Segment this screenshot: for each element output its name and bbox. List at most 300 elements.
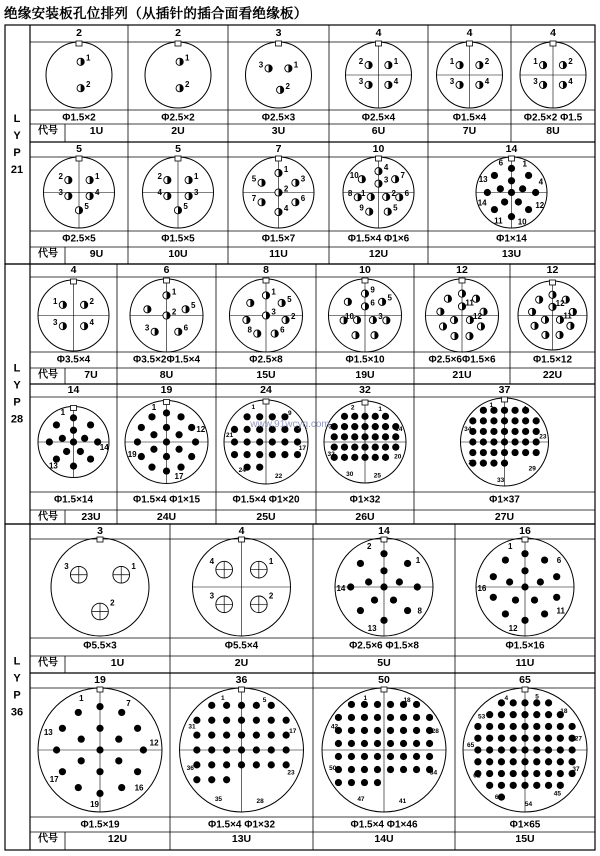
code-value: 12U (368, 248, 389, 260)
pin-hole-icon (557, 782, 564, 789)
pin-hole-icon (413, 740, 420, 747)
pin-number: 6 (183, 323, 189, 333)
series-section (5, 524, 595, 850)
pin-number: 4 (522, 405, 527, 413)
pin-hole-icon (134, 438, 141, 445)
pin-number: 13 (43, 728, 53, 738)
hole-spec: Φ2.5×6 Φ1.5×8 (349, 640, 419, 652)
pin-count: 10 (359, 264, 371, 276)
pin-hole-icon (365, 578, 372, 585)
pin-hole-icon (533, 723, 540, 730)
pin-hole-icon (177, 413, 184, 420)
pin-hole-icon (521, 550, 528, 557)
pin-hole-icon (331, 433, 338, 440)
insulator-face (230, 278, 303, 352)
pin-number: 28 (256, 797, 264, 805)
pin-count: 12 (456, 264, 468, 276)
pin-hole-icon (351, 423, 358, 430)
pin-hole-icon (382, 454, 389, 461)
keyway-icon (467, 41, 473, 46)
pin-number: 5 (84, 202, 89, 212)
code-value: 8U (546, 125, 560, 137)
pin-hole-icon (361, 433, 368, 440)
insulator-face (44, 156, 115, 228)
pin-number: 3 (53, 318, 58, 328)
keyway-icon (239, 537, 245, 542)
pin-hole-icon (510, 699, 517, 706)
pin-hole-icon (508, 213, 515, 220)
pin-number: 1 (79, 694, 84, 704)
series-section (5, 264, 595, 524)
layout-row (30, 142, 595, 264)
pin-number: 34 (464, 426, 472, 434)
hole-spec: Φ1.5×7 (261, 233, 296, 245)
keyway-icon (97, 537, 103, 542)
pin-hole-icon (521, 699, 528, 706)
pin-hole-icon (533, 417, 540, 424)
pin-hole-icon (498, 723, 505, 730)
pin-hole-icon (498, 758, 505, 765)
pin-hole-icon (238, 746, 245, 753)
pin-number: 2 (157, 171, 162, 181)
pin-hole-icon (533, 699, 540, 706)
pin-hole-icon (268, 702, 275, 709)
pin-hole-icon (400, 753, 407, 760)
pin-hole-icon (515, 198, 522, 205)
hole-spec: Φ1.5×5 (161, 233, 195, 245)
pin-count: 8 (263, 264, 269, 276)
pin-hole-icon (348, 740, 355, 747)
pin-hole-icon (223, 702, 230, 709)
pin-number: 3 (449, 76, 455, 86)
insulator-face (130, 278, 203, 352)
pin-hole-icon (498, 711, 505, 718)
pin-hole-icon (253, 732, 260, 739)
pin-hole-icon (545, 699, 552, 706)
keyway-icon (263, 399, 269, 404)
code-value: 10U (168, 248, 188, 260)
series-section (5, 25, 595, 264)
code-label: 代号 (38, 248, 58, 260)
pin-hole-icon (426, 753, 433, 760)
connector-cell (170, 524, 291, 673)
pin-hole-icon (400, 727, 407, 734)
pin-hole-icon (294, 451, 301, 458)
pin-hole-icon (490, 449, 497, 456)
pin-hole-icon (490, 573, 497, 580)
series-label-char: Y (13, 379, 21, 392)
connector-cell (228, 142, 314, 264)
pin-hole-icon (115, 757, 122, 764)
pin-hole-icon (545, 735, 552, 742)
pin-number: 4 (89, 318, 94, 328)
pin-hole-icon (374, 766, 381, 773)
pin-hole-icon (510, 758, 517, 765)
pin-hole-icon (501, 428, 508, 435)
pin-hole-icon (70, 463, 77, 470)
pin-hole-icon (341, 413, 348, 420)
connector-cell (128, 25, 211, 142)
pin-count: 12 (546, 264, 559, 276)
pin-hole-icon (501, 438, 508, 445)
pin-hole-icon (521, 758, 528, 765)
keyway-icon (76, 156, 82, 161)
pin-hole-icon (490, 438, 497, 445)
hole-spec: Φ1.5×4 Φ1×32 (207, 819, 276, 831)
code-value: 27U (494, 511, 515, 523)
pin-hole-icon (382, 423, 389, 430)
code-value: 1U (89, 125, 104, 137)
connector-cell (313, 524, 433, 673)
pin-hole-icon (553, 573, 560, 580)
pin-hole-icon (96, 790, 103, 797)
pin-hole-icon (361, 766, 368, 773)
pin-number: 14 (99, 442, 109, 452)
pin-hole-icon (351, 454, 358, 461)
insulator-face (518, 280, 587, 350)
pin-number: 10 (517, 217, 527, 227)
pin-number: 18 (403, 697, 411, 705)
pin-hole-icon (480, 460, 487, 467)
pin-hole-icon (486, 746, 493, 753)
pin-hole-icon (545, 782, 552, 789)
pin-hole-icon (392, 444, 399, 451)
pin-hole-icon (96, 703, 103, 710)
pin-count: 14 (67, 384, 80, 396)
connector-cell (128, 142, 214, 264)
pin-hole-icon (387, 714, 394, 721)
pin-hole-icon (413, 701, 420, 708)
pin-number: 1 (522, 159, 527, 169)
insulator-face (520, 41, 586, 108)
pin-number: 4 (538, 177, 544, 187)
connector-cell (216, 384, 308, 524)
insulator-face (38, 687, 162, 812)
series-label-char: L (13, 113, 21, 125)
pin-hole-icon (140, 746, 147, 753)
hole-spec: Φ3.5×2Φ1.5×4 (132, 354, 201, 366)
pin-hole-icon (59, 435, 66, 442)
pin-hole-icon (531, 596, 538, 603)
pin-hole-icon (372, 444, 379, 451)
pin-hole-icon (361, 444, 368, 451)
pin-hole-icon (335, 753, 342, 760)
keyway-icon (362, 278, 368, 283)
pin-number: 2 (185, 80, 190, 90)
pin-hole-icon (374, 753, 381, 760)
pin-number: 41 (399, 797, 407, 805)
code-value: 7U (84, 369, 98, 381)
pin-hole-icon (521, 746, 528, 753)
pin-hole-icon (501, 407, 508, 414)
pin-hole-icon (231, 438, 238, 445)
pin-hole-icon (484, 189, 491, 196)
pin-hole-icon (268, 732, 275, 739)
pin-hole-icon (238, 761, 245, 768)
pin-hole-icon (510, 723, 517, 730)
pin-number: 14 (336, 584, 346, 594)
pin-hole-icon (569, 758, 576, 765)
keyway-icon (509, 156, 515, 161)
pin-hole-icon (545, 711, 552, 718)
pin-hole-icon (268, 761, 275, 768)
pin-count: 14 (378, 525, 390, 537)
pin-number: 23 (287, 769, 295, 777)
pin-number: 5 (251, 174, 257, 184)
code-label: 代号 (38, 657, 58, 669)
pin-count: 32 (359, 384, 371, 396)
pin-hole-icon (474, 746, 481, 753)
pin-count: 4 (375, 27, 382, 39)
connector-cell (228, 25, 312, 142)
pin-hole-icon (521, 583, 528, 590)
page-title: 绝缘安装板孔位排列（从插针的插合面看绝缘板） (4, 6, 308, 21)
hole-spec: Φ2.5×4 (361, 112, 396, 124)
pin-number: 34 (429, 769, 438, 777)
pin-hole-icon (387, 701, 394, 708)
code-label: 代号 (38, 511, 58, 523)
pin-hole-icon (253, 761, 260, 768)
hole-spec: Φ2.5×6Φ1.5×6 (428, 354, 496, 366)
pin-number: 47 (357, 795, 365, 803)
pin-number: 1 (293, 60, 299, 70)
pin-number: 7 (400, 171, 405, 181)
pin-number: 8 (417, 606, 422, 616)
pin-hole-icon (533, 746, 540, 753)
pin-number: 10 (345, 311, 354, 321)
hole-spec: Φ2.5×5 (62, 233, 96, 245)
pin-number: 18 (560, 708, 568, 716)
pin-number: 4 (484, 76, 490, 86)
connector-cell (329, 25, 412, 142)
pin-hole-icon (404, 560, 411, 567)
pin-hole-icon (372, 454, 379, 461)
insulator-face (125, 400, 208, 484)
pin-number: 1 (271, 287, 276, 297)
pin-hole-icon (361, 714, 368, 721)
pin-hole-icon (188, 424, 195, 431)
pin-hole-icon (208, 732, 215, 739)
layout-row (30, 384, 595, 524)
pin-hole-icon (400, 714, 407, 721)
pin-number: 2 (358, 57, 364, 66)
pin-hole-icon (380, 617, 387, 624)
pin-hole-icon (486, 758, 493, 765)
pin-hole-icon (413, 766, 420, 773)
connector-cell (313, 673, 446, 850)
series-label-char: P (13, 147, 21, 159)
pin-number: 13 (367, 623, 377, 633)
pin-number: 1 (185, 53, 190, 63)
insulator-face (193, 537, 291, 636)
pin-hole-icon (510, 746, 517, 753)
hole-spec: Φ1.5×10 (345, 354, 385, 366)
hole-spec: Φ1.5×4 Φ1×15 (132, 494, 201, 506)
pin-hole-icon (75, 784, 82, 791)
pin-number: 9 (287, 410, 292, 418)
hole-spec: Φ2.5×3 (261, 112, 296, 124)
pin-number: 25 (373, 472, 381, 480)
code-value: 19U (355, 369, 375, 381)
pin-hole-icon (357, 607, 364, 614)
pin-hole-icon (511, 438, 518, 445)
insulator-face (180, 687, 304, 812)
pin-hole-icon (341, 433, 348, 440)
pin-number: 1 (363, 695, 368, 703)
watermark: www.91wcyq.com (250, 419, 330, 430)
pin-number: 2 (89, 296, 94, 306)
code-value: 15U (256, 369, 276, 381)
code-value: 11U (269, 248, 288, 260)
keyway-icon (381, 687, 387, 692)
hole-spec: Φ5.5×3 (83, 640, 117, 652)
pin-number: 1 (283, 164, 289, 174)
pin-hole-icon (335, 714, 342, 721)
pin-number: 1 (378, 405, 383, 413)
pin-hole-icon (223, 717, 230, 724)
connector-cell (46, 27, 112, 137)
pin-hole-icon (498, 735, 505, 742)
insulator-face (461, 397, 549, 486)
pin-hole-icon (208, 776, 215, 783)
connector-cell (316, 384, 406, 524)
pin-hole-icon (269, 438, 276, 445)
pin-number: 6 (370, 298, 375, 308)
pin-count: 50 (378, 674, 390, 686)
pin-hole-icon (413, 714, 420, 721)
pin-hole-icon (511, 449, 518, 456)
pin-count: 24 (260, 384, 272, 396)
pin-hole-icon (480, 428, 487, 435)
pin-hole-icon (244, 438, 251, 445)
pin-number: 3 (58, 187, 63, 197)
pin-count: 4 (70, 264, 77, 276)
pin-number: 1 (449, 57, 455, 66)
keyway-icon (362, 400, 368, 405)
pin-number: 2 (484, 57, 490, 66)
pin-number: 7 (126, 698, 131, 708)
keyway-icon (71, 279, 77, 284)
connector-cell (170, 673, 304, 850)
pin-number: 1 (489, 402, 494, 410)
pin-number: 1 (60, 408, 66, 418)
hole-spec: Φ1×14 (496, 233, 527, 245)
pin-hole-icon (331, 444, 338, 451)
pin-hole-icon (150, 446, 157, 453)
insulator-face (335, 537, 433, 636)
code-value: 24U (156, 511, 177, 523)
insulator-face (51, 537, 149, 636)
pin-hole-icon (522, 449, 529, 456)
code-value: 7U (462, 125, 477, 137)
insulator-face (324, 400, 406, 483)
hole-spec: Φ1×65 (509, 819, 541, 831)
pin-number: 1 (86, 53, 91, 63)
pin-hole-icon (374, 740, 381, 747)
pin-number: 2 (86, 80, 91, 90)
pin-hole-icon (533, 711, 540, 718)
pin-hole-icon (341, 454, 348, 461)
pin-hole-icon (480, 438, 487, 445)
pin-hole-icon (557, 723, 564, 730)
series-label-char: Y (13, 130, 21, 142)
pin-number: 11 (465, 298, 474, 308)
pin-number: 1 (360, 188, 366, 198)
pin-number: 19 (90, 799, 100, 809)
connector-cell (38, 674, 162, 845)
pin-hole-icon (474, 758, 481, 765)
keyway-icon (175, 156, 181, 161)
insulator-face (346, 41, 412, 108)
pin-hole-icon (511, 407, 518, 414)
pin-hole-icon (486, 723, 493, 730)
pin-number: 21 (225, 432, 234, 440)
pin-number: 1 (194, 171, 199, 181)
pin-hole-icon (163, 438, 170, 445)
pin-hole-icon (508, 165, 515, 172)
pin-count: 65 (519, 674, 531, 686)
pin-hole-icon (70, 438, 77, 445)
pin-hole-icon (392, 433, 399, 440)
series-label-char: P (13, 689, 21, 702)
pin-count: 5 (76, 143, 82, 155)
pin-hole-icon (138, 453, 145, 460)
pin-hole-icon (404, 607, 411, 614)
pin-hole-icon (387, 727, 394, 734)
pin-hole-icon (501, 449, 508, 456)
connector-cell (38, 384, 109, 523)
pin-number: 6 (556, 555, 562, 565)
pin-number: 53 (477, 713, 486, 721)
pin-number: 4 (504, 695, 509, 703)
hole-spec: Φ2.5×2 (161, 112, 195, 124)
pin-hole-icon (569, 746, 576, 753)
keyway-icon (376, 41, 382, 46)
code-label: 代号 (38, 125, 58, 137)
connector-cell (44, 143, 115, 260)
insulator-face (426, 278, 499, 352)
pin-number: 11 (494, 216, 503, 226)
pin-hole-icon (387, 753, 394, 760)
pin-hole-icon (510, 711, 517, 718)
pin-hole-icon (372, 433, 379, 440)
pin-count: 4 (550, 27, 556, 39)
keyway-icon (522, 687, 528, 692)
pin-hole-icon (512, 596, 519, 603)
pin-hole-icon (510, 770, 517, 777)
pin-hole-icon (256, 438, 263, 445)
insulator-face (224, 399, 308, 484)
pin-hole-icon (387, 766, 394, 773)
pin-hole-icon (96, 746, 103, 753)
pin-hole-icon (510, 735, 517, 742)
pin-count: 36 (235, 674, 248, 686)
pin-number: 12 (473, 311, 482, 321)
pin-number: 4 (568, 76, 573, 86)
code-value: 15U (515, 833, 535, 845)
connector-cell (428, 25, 503, 142)
pin-number: 6 (280, 325, 285, 335)
series-label (11, 363, 23, 426)
pin-hole-icon (380, 567, 387, 574)
pin-hole-icon (533, 770, 540, 777)
pin-hole-icon (148, 413, 155, 420)
code-value: 9U (89, 248, 104, 260)
pin-number: 31 (328, 423, 336, 431)
pin-hole-icon (118, 709, 125, 716)
pin-number: 17 (289, 727, 297, 735)
pin-number: 5 (387, 293, 392, 303)
